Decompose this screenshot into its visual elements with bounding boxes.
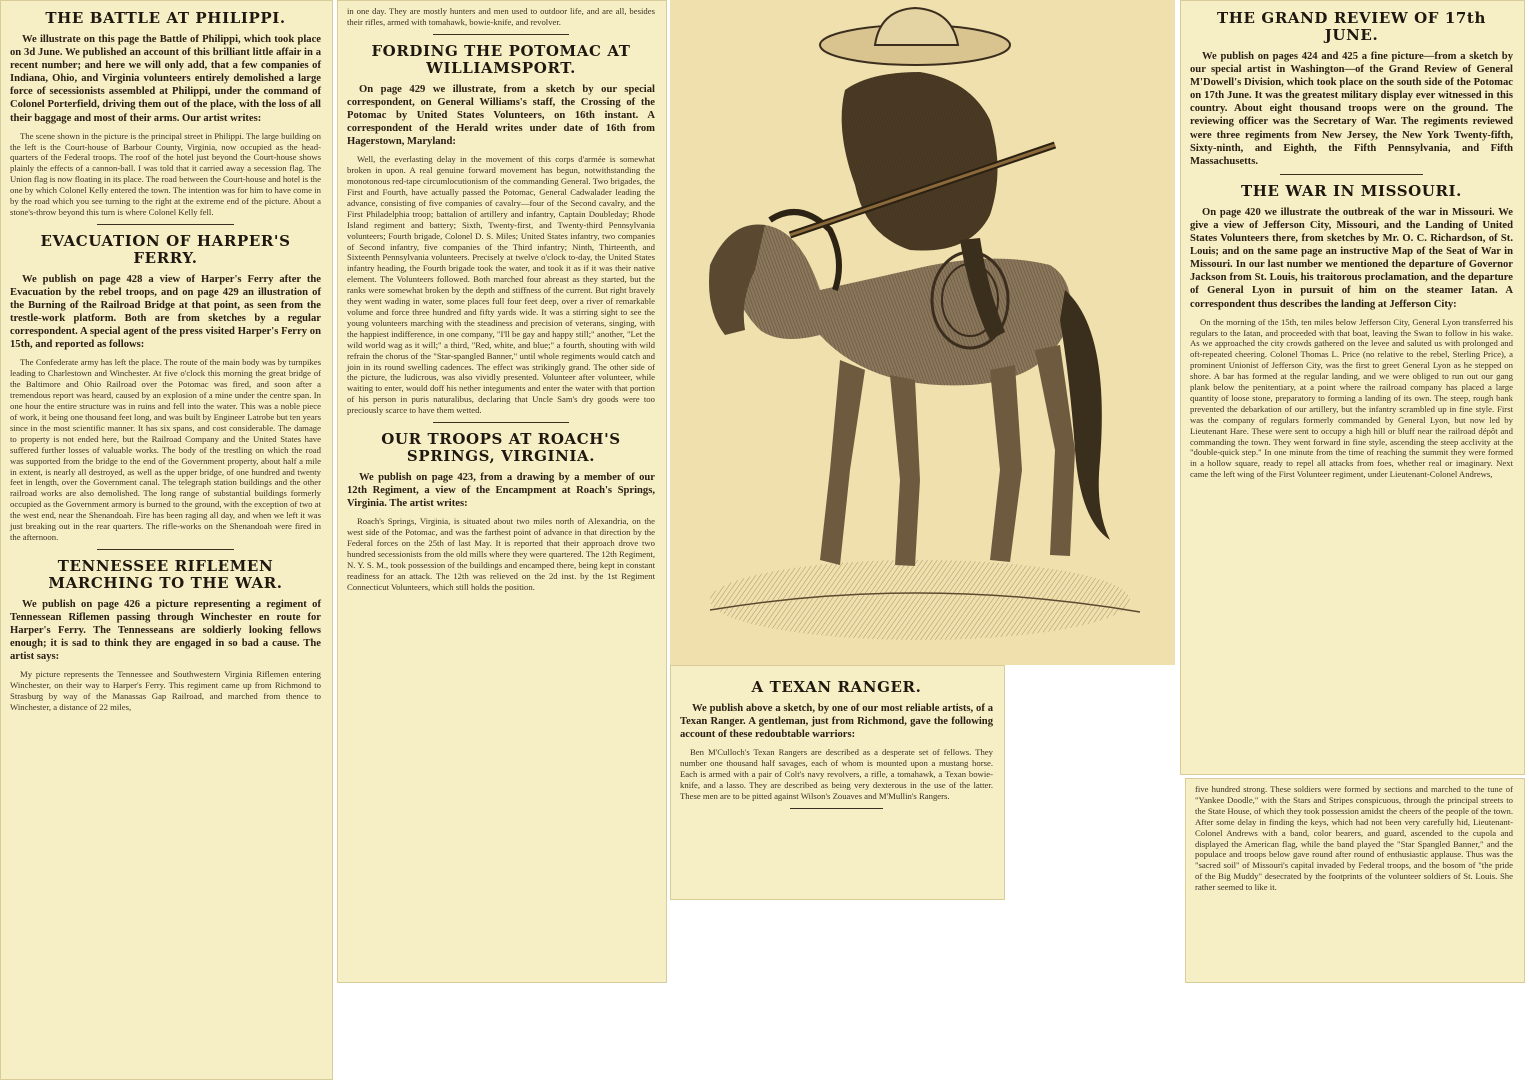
article-body: The Confederate army has left the place. The route of the main body was by turnpikes leading to Charlestown and Winchester. At five o'clock this morning the great bridge of the Baltimore and Ohio Railroad over the Potomac was fired, and soon after a tremendous report was heard, caused by an explosion of a mine under the centre span. In one hour the entire structure was in ruins and fell into the water. This was a noble piece of work, it being one thousand feet long, and was built by Engineer Latrobe but ten years since in the most scientific manner. It has six spans, and cost considerable. The damage to property is not ended here, but the Railroad Company and the United States have suffered further losses of valuable works. The body of the trestling on which the road was supported from the bridge to the end of the Government property, about half a mile in extent, is nearly all destroyed, as well as the upper bridge, of one hundred and twenty feet in length, over the Government canal. The telegraph station buildings and the other railroad works are also demolished. The long range of substantial buildings formerly occupied as the Government armory is burned to the ground, with the exception of two at the west end, near the Shenandoah. Fire has been raging all day, and when we left it was just breaking out in the rear quarters. The rifle-works on the Shenandoah were fired in the afternoon.: [10, 357, 321, 542]
article-title-grand-review: THE GRAND REVIEW OF 17th JUNE.: [1217, 9, 1486, 44]
divider-rule: [790, 808, 884, 809]
divider-rule: [1280, 174, 1422, 175]
article-body: Ben M'Culloch's Texan Rangers are described as a desperate set of fellows. They number one thousand half savages, each of whom is mounted upon a mustang horse. Each is armed with a pair of Colt's navy revolvers, a rifle, a tomahawk, a Texan bowie-knife, and a lasso. They are described as being very dexterous in the use of the latter. These men are to be pitted against Wilson's Zouaves and M'Mullin's Rangers.: [680, 747, 993, 801]
continued-fragment: in one day. They are mostly hunters and men used to outdoor life, and are all, besides their rifles, armed with tomahawk, bowie-knife, and revolver.: [347, 6, 655, 27]
article-lead: On page 420 we illustrate the outbreak of the war in Missouri. We give a view of Jefferson City, Missouri, and the Landing of United States Volunteers there, from sketches by Mr. O. C. Richardson, of St. Louis; and on the same page an instructive Map of the Seat of War in Missouri. In our last number we mentioned the departure of Governor Jackson from St. Louis, his traitorous proclamation, and the departure of General Lyon in pursuit of him on the steamer Iatan. A correspondent thus describes the landing at Jefferson City:: [1190, 206, 1513, 310]
article-body: On the morning of the 15th, ten miles below Jefferson City, General Lyon transferred his regulars to the Iatan, and proceeded with that boat, leaving the Swan to follow in his wake. As we approached the city crowds gathered on the levee and saluted us with prolonged and oft-repeated cheering. Colonel Thomas L. Price (no relative to the rebel, Sterling Price), a prominent Unionist of Jefferson City, was the first to greet General Lyon as he stepped on shore. A bar has formed at the regular landing, and we were obliged to run out our gang plank below the penitentiary, at a point where the railroad company has placed a large quantity of loose stone, preparatory to forming a landing of its own. The steep, rough bank prevented the debarkation of our artillery, but the infantry scrambled up in fine style. First was the company of regulars formerly commanded by General Lyon, but now led by Lieutenant Hare. These were sent to occupy a high hill or bluff near the railroad dépôt and commanding the town. They went forward in fine style, ascending the steep acclivity at the "double-quick step." In one minute from the time of reaching the summit they were formed in a hollow square, ready to repel all attacks from foes, whether real or imaginary. Next came the left wing of the First Volunteer regiment, under Lieutenant-Colonel Andrews,: [1190, 316, 1513, 480]
column-4-continuation: [1185, 778, 1525, 983]
article-title-roachs-springs: OUR TROOPS AT ROACH'S SPRINGS, VIRGINIA.: [381, 430, 621, 466]
article-title-texan-ranger: A TEXAN RANGER.: [751, 678, 922, 696]
article-title-fording-potomac: FORDING THE POTOMAC AT WILLIAMSPORT.: [371, 41, 631, 77]
article-lead: On page 429 we illustrate, from a sketch by our special correspondent, on General Williams's staff, the Crossing of the Potomac by United States Volunteers, on 16th instant. A correspondent of the Herald writes under date of 16th from Hagerstown, Maryland:: [347, 83, 655, 148]
article-lead: We publish above a sketch, by one of our most reliable artists, of a Texan Ranger. A gentleman, just from Richmond, gave the following account of these redoubtable warriors:: [680, 703, 993, 741]
article-body: The scene shown in the picture is the principal street in Philippi. The large building on the left is the Court-house of Barbour County, Virginia, now occupied as the head-quarters of the Federal troops. The roof of the hotel just beyond the Court-house shows plainly the effects of a cannon-ball. I was told that it carried away a secession flag. The Union flag is now floating in its place. The road between the Court-house and hotel is the one by which Colonel Kelly entered the town. The intention was for him to have come in by the road which you see turning to the right at the extreme end of the picture. About a stone's-throw beyond this turn is where Colonel Kelly fell.: [10, 130, 321, 217]
column-1-clipping: [0, 0, 333, 1080]
ranger-engraving: [670, 0, 1175, 665]
divider-rule: [433, 34, 569, 35]
divider-rule: [97, 549, 234, 550]
article-title-war-missouri: THE WAR IN MISSOURI.: [1241, 181, 1462, 200]
article-lead: We publish on page 423, from a drawing by a member of our 12th Regiment, a view of the Encampment at Roach's Springs, Virginia. The artist writes:: [347, 472, 655, 510]
article-title-battle-philippi: THE BATTLE AT PHILIPPI.: [45, 9, 286, 27]
article-body: Well, the everlasting delay in the movement of this corps d'armée is somewhat broken in upon. A real genuine forward movement has begun, notwithstanding the monotonous red-tape circumlocutionism of the commanding General. Two brigades, the First and Fourth, have actually passed the Potomac, General Cadwalader leading the advance, consisting of five companies of cavalry—four of the Second cavalry, and the First Philadelphia troop; battalion of artillery and infantry, Captain Doubleday; Rhode Island regiment and battery; Sixth, Twenty-first, and Twenty-third Pennsylvania volunteers; Fourth brigade, Colonel D. S. Miles; United States infantry, two companies of Second infantry, five companies of the Third infantry; Ninth, Thirteenth, and Sixteenth Pennsylvania volunteers. Precisely at twelve o'clock to-day, the United States infantry heading, the Fourth brigade took the water, and took it as if it was their native element. The Volunteers followed. Both marched four abreast as they started, but the ranks were somewhat broken by the depth and stiffness of the current. But right bravely they went wading in water, some places full four feet deep, over a river of remarkable volume and force three hundred and fifty yards wide. It was a stirring sight to see the young volunteers marching with the steadiness and precision of veterans, singing, with the happiest indifference, in one company, "I'll be gay and happy still;" another, "Let the wild world wag as it will;" a third, "Red, white, and blue;" a fourth, shouting with wild refrain the chorus of the "Star-spangled Banner," until whole regiments would catch and join in its round swelling cadences. The effect was strikingly grand. The other side of the picture, the ludicrous, was also vividly presented. Volunteer after volunteer, while waiting to enter, would doff his nether integuments and enter the water with that portion of his person in puris naturalibus, declaring that Uncle Sam's dry goods were too preciously scarce to have them wetted.: [347, 154, 655, 416]
article-continuation: five hundred strong. These soldiers were formed by sections and marched to the tune of "Yankee Doodle," with the Stars and Stripes conspicuous, through the principal streets to the State House, of which they took possession amidst the cheers of the people of the town. After some delay in finding the keys, which had not been very carefully hid, Lieutenant-Colonel Andrews with a band, color bearers, and guard, ascended to the cupola and displayed the American flag, while the band played the "Star Spangled Banner," and the populace and troops below gave round after round of enthusiastic applause. Thus was the "sacred soil" of Missouri's capital invaded by Federal troops, and the bosom of "the pride of the Big Muddy" desecrated by the footprints of the volunteer soldiers of St. Louis. She rather seemed to like it.: [1195, 784, 1513, 893]
article-lead: We publish on pages 424 and 425 a fine picture—from a sketch by our special artist in Washington—of the Grand Review of General M'Dowell's Division, which took place on the south side of the Potomac on 17th June. It was the greatest military display ever witnessed in this country. About eight thousand troops were on the ground. The reviewing officer was the Secretary of War. The regiments reviewed were three regiments from New Jersey, the New York Twenty-fifth, Sixty-ninth, and Eighth, the Fifth Pennsylvania, and Fifth Massachusetts.: [1190, 51, 1513, 167]
article-body: Roach's Springs, Virginia, is situated about two miles north of Alexandria, on the west side of the Potomac, and was the farthest point of advance in that direction by the Federal forces on the 25th of last May. It is reported that their approach drove two hundred secessionists from the old mills where they were quartered. The 12th Regiment, N. Y. S. M., took possession of the buildings and encamped there, being kept in constant readiness for an attack. The 12th was relieved on the 2d inst. by the 1st Regiment Connecticut Volunteers, which still holds the position.: [347, 516, 655, 592]
divider-rule: [433, 422, 569, 423]
article-lead: We publish on page 426 a picture representing a regiment of Tennessean Riflemen passing through Winchester en route for Harper's Ferry. The Tennesseans are soldierly looking fellows enough; it is sad to think they are engaged in so bad a cause. The artist says:: [10, 598, 321, 663]
column-2-clipping: [337, 0, 667, 983]
article-lead: We publish on page 428 a view of Harper's Ferry after the Evacuation by the rebel troops, and on page 429 an illustration of the Burning of the Railroad Bridge at that point, as seen from the trestle-work platform. Both are from sketches by a regular correspondent. A special agent of the press visited Harper's Ferry on 15th, and reported as follows:: [10, 273, 321, 351]
texan-ranger-illustration: [670, 0, 1175, 665]
article-title-harpers-ferry: EVACUATION OF HARPER'S FERRY.: [40, 231, 291, 267]
divider-rule: [97, 224, 234, 225]
texan-ranger-caption: [670, 665, 1005, 900]
column-4-clipping: [1180, 0, 1525, 775]
article-title-tennessee-riflemen: TENNESSEE RIFLEMEN MARCHING TO THE WAR.: [48, 556, 283, 592]
article-lead: We illustrate on this page the Battle of Philippi, which took place on 3d June. We published an account of this brilliant little affair in a recent number; and here we will only add, that a few companies of Indiana, Ohio, and Virginia volunteers entirely demolished a large force of secessionists assembled at Philippi, under the command of Colonel Porterfield, driving them out of the place, with the loss of all their baggage and most of their arms. Our artist writes:: [10, 34, 321, 124]
article-body: My picture represents the Tennessee and Southwestern Virginia Riflemen entering Winchester, on their way to Harper's Ferry. This regiment came up from Richmond to Strasburg by way of the Manassas Gap Railroad, and marched from thence to Winchester, a distance of 22 miles,: [10, 669, 321, 713]
